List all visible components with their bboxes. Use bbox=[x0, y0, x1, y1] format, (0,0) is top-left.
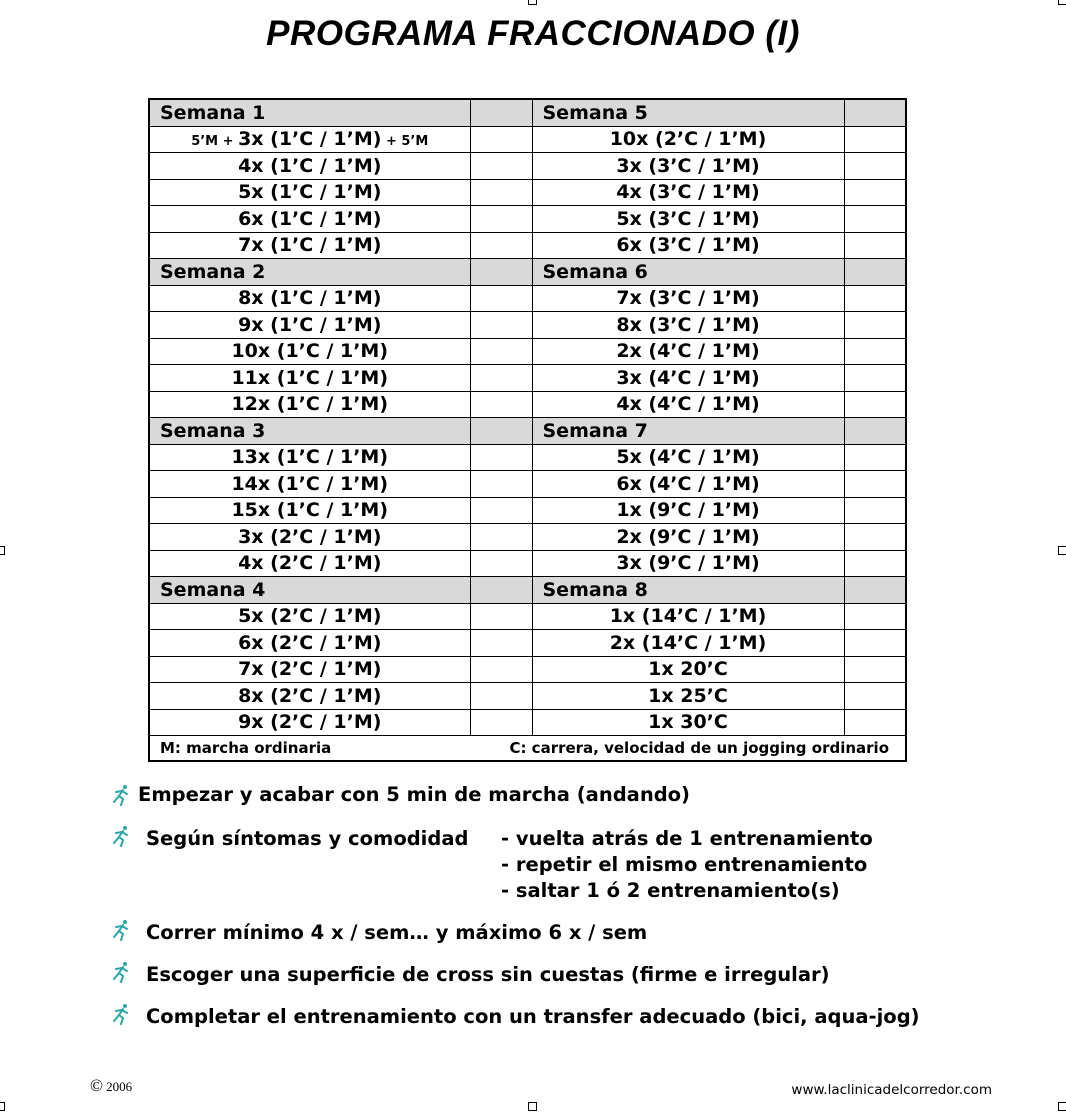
selection-handle bbox=[528, 1102, 537, 1111]
check-cell bbox=[844, 577, 906, 604]
check-cell bbox=[844, 471, 906, 498]
check-cell bbox=[844, 683, 906, 710]
session-cell: 4x (2’C / 1’M) bbox=[149, 550, 470, 577]
check-cell bbox=[470, 206, 532, 233]
legend-m: M: marcha ordinaria bbox=[160, 739, 332, 757]
check-cell bbox=[470, 630, 532, 657]
check-cell bbox=[470, 550, 532, 577]
session-cell: 7x (3’C / 1’M) bbox=[532, 285, 844, 312]
copyright bbox=[90, 1076, 132, 1096]
session-cell: 2x (14’C / 1’M) bbox=[532, 630, 844, 657]
check-cell bbox=[470, 99, 532, 126]
session-cell: 8x (3’C / 1’M) bbox=[532, 312, 844, 339]
session-row bbox=[149, 709, 906, 736]
session-cell: 4x (4’C / 1’M) bbox=[532, 391, 844, 418]
session-prefix: 5’M + bbox=[191, 134, 239, 150]
check-cell bbox=[844, 603, 906, 630]
recommendation-subitem: - saltar 1 ó 2 entrenamiento(s) bbox=[501, 879, 840, 902]
session-cell: 1x 25’C bbox=[532, 683, 844, 710]
session-cell: 3x (3’C / 1’M) bbox=[532, 153, 844, 180]
website-url: www.laclinicadelcorredor.com bbox=[791, 1082, 992, 1098]
session-cell: 6x (4’C / 1’M) bbox=[532, 471, 844, 498]
check-cell bbox=[844, 338, 906, 365]
session-cell: 2x (4’C / 1’M) bbox=[532, 338, 844, 365]
session-row bbox=[149, 656, 906, 683]
session-cell: 14x (1’C / 1’M) bbox=[149, 471, 470, 498]
runner-icon bbox=[110, 961, 132, 983]
session-cell: 8x (1’C / 1’M) bbox=[149, 285, 470, 312]
week-label: Semana 5 bbox=[532, 99, 844, 126]
selection-handle bbox=[1058, 546, 1066, 555]
check-cell bbox=[844, 497, 906, 524]
session-cell: 6x (1’C / 1’M) bbox=[149, 206, 470, 233]
session-cell: 9x (1’C / 1’M) bbox=[149, 312, 470, 339]
week-label: Semana 1 bbox=[149, 99, 470, 126]
session-row bbox=[149, 683, 906, 710]
session-cell: 1x 30’C bbox=[532, 709, 844, 736]
session-row bbox=[149, 630, 906, 657]
check-cell bbox=[470, 418, 532, 445]
recommendation-text: Completar el entrenamiento con un transfer adecuado (bici, aqua-jog) bbox=[146, 1005, 920, 1028]
selection-handle bbox=[528, 0, 537, 5]
check-cell bbox=[470, 179, 532, 206]
check-cell bbox=[844, 99, 906, 126]
session-cell: 9x (2’C / 1’M) bbox=[149, 709, 470, 736]
training-schedule-table bbox=[148, 98, 907, 762]
session-cell: 5x (4’C / 1’M) bbox=[532, 444, 844, 471]
week-label: Semana 7 bbox=[532, 418, 844, 445]
check-cell bbox=[844, 365, 906, 392]
check-cell bbox=[470, 365, 532, 392]
session-row bbox=[149, 391, 906, 418]
check-cell bbox=[844, 630, 906, 657]
legend-cell bbox=[149, 736, 906, 762]
session-row bbox=[149, 365, 906, 392]
session-row bbox=[149, 444, 906, 471]
session-row bbox=[149, 338, 906, 365]
recommendation-subitem: - repetir el mismo entrenamiento bbox=[501, 853, 868, 876]
selection-handle bbox=[1058, 0, 1066, 5]
check-cell bbox=[470, 603, 532, 630]
session-row bbox=[149, 232, 906, 259]
session-cell: 10x (1’C / 1’M) bbox=[149, 338, 470, 365]
recommendation-text: Escoger una superficie de cross sin cuestas (firme e irregular) bbox=[146, 963, 830, 986]
session-cell: 3x (2’C / 1’M) bbox=[149, 524, 470, 551]
check-cell bbox=[844, 206, 906, 233]
week-label: Semana 4 bbox=[149, 577, 470, 604]
session-cell: 1x (9’C / 1’M) bbox=[532, 497, 844, 524]
check-cell bbox=[470, 259, 532, 286]
page-title: PROGRAMA FRACCIONADO (I) bbox=[266, 14, 800, 53]
check-cell bbox=[844, 312, 906, 339]
schedule-body bbox=[149, 99, 906, 761]
check-cell bbox=[844, 126, 906, 153]
check-cell bbox=[844, 285, 906, 312]
session-cell: 11x (1’C / 1’M) bbox=[149, 365, 470, 392]
session-row bbox=[149, 126, 906, 153]
week-label: Semana 2 bbox=[149, 259, 470, 286]
week-label: Semana 3 bbox=[149, 418, 470, 445]
session-cell: 5x (2’C / 1’M) bbox=[149, 603, 470, 630]
session-row bbox=[149, 603, 906, 630]
session-cell: 1x (14’C / 1’M) bbox=[532, 603, 844, 630]
runner-icon bbox=[110, 1003, 132, 1025]
session-cell: 3x (4’C / 1’M) bbox=[532, 365, 844, 392]
session-text: 3x (1’C / 1’M) bbox=[238, 128, 382, 151]
session-cell: 15x (1’C / 1’M) bbox=[149, 497, 470, 524]
session-row bbox=[149, 524, 906, 551]
session-cell: 5x (3’C / 1’M) bbox=[532, 206, 844, 233]
session-cell: 8x (2’C / 1’M) bbox=[149, 683, 470, 710]
check-cell bbox=[470, 471, 532, 498]
check-cell bbox=[844, 418, 906, 445]
check-cell bbox=[470, 285, 532, 312]
check-cell bbox=[470, 312, 532, 339]
runner-icon bbox=[110, 919, 132, 941]
week-label: Semana 8 bbox=[532, 577, 844, 604]
copyright-symbol: © bbox=[90, 1076, 103, 1095]
check-cell bbox=[844, 391, 906, 418]
check-cell bbox=[470, 232, 532, 259]
week-header-row bbox=[149, 577, 906, 604]
check-cell bbox=[470, 497, 532, 524]
check-cell bbox=[844, 153, 906, 180]
session-cell: 12x (1’C / 1’M) bbox=[149, 391, 470, 418]
session-cell: 3x (9’C / 1’M) bbox=[532, 550, 844, 577]
session-cell bbox=[149, 126, 470, 153]
session-row bbox=[149, 285, 906, 312]
session-cell: 10x (2’C / 1’M) bbox=[532, 126, 844, 153]
session-row bbox=[149, 179, 906, 206]
session-row bbox=[149, 471, 906, 498]
check-cell bbox=[470, 338, 532, 365]
week-header-row bbox=[149, 418, 906, 445]
session-cell: 2x (9’C / 1’M) bbox=[532, 524, 844, 551]
session-row bbox=[149, 312, 906, 339]
session-cell: 7x (2’C / 1’M) bbox=[149, 656, 470, 683]
check-cell bbox=[470, 709, 532, 736]
recommendation-subitem: - vuelta atrás de 1 entrenamiento bbox=[501, 827, 873, 850]
session-cell: 4x (3’C / 1’M) bbox=[532, 179, 844, 206]
session-cell: 13x (1’C / 1’M) bbox=[149, 444, 470, 471]
session-row bbox=[149, 497, 906, 524]
recommendation-text: Empezar y acabar con 5 min de marcha (andando) bbox=[138, 783, 690, 806]
check-cell bbox=[844, 444, 906, 471]
session-row bbox=[149, 153, 906, 180]
check-cell bbox=[844, 709, 906, 736]
session-cell: 7x (1’C / 1’M) bbox=[149, 232, 470, 259]
check-cell bbox=[470, 577, 532, 604]
runner-icon bbox=[110, 784, 132, 806]
legend-row bbox=[149, 736, 906, 762]
selection-handle bbox=[1058, 1102, 1066, 1111]
check-cell bbox=[470, 153, 532, 180]
runner-icon bbox=[110, 825, 132, 847]
check-cell bbox=[844, 259, 906, 286]
legend-c: C: carrera, velocidad de un jogging ordinario bbox=[509, 739, 889, 757]
check-cell bbox=[844, 179, 906, 206]
session-row bbox=[149, 206, 906, 233]
session-row bbox=[149, 550, 906, 577]
session-cell: 4x (1’C / 1’M) bbox=[149, 153, 470, 180]
check-cell bbox=[470, 444, 532, 471]
check-cell bbox=[844, 524, 906, 551]
week-label: Semana 6 bbox=[532, 259, 844, 286]
recommendation-text: Correr mínimo 4 x / sem… y máximo 6 x / sem bbox=[146, 921, 648, 944]
session-cell: 6x (3’C / 1’M) bbox=[532, 232, 844, 259]
session-cell: 5x (1’C / 1’M) bbox=[149, 179, 470, 206]
check-cell bbox=[844, 656, 906, 683]
selection-handle bbox=[0, 546, 5, 555]
check-cell bbox=[844, 550, 906, 577]
week-header-row bbox=[149, 99, 906, 126]
check-cell bbox=[470, 683, 532, 710]
selection-handle bbox=[0, 1102, 5, 1111]
session-cell: 6x (2’C / 1’M) bbox=[149, 630, 470, 657]
check-cell bbox=[844, 232, 906, 259]
session-suffix: + 5’M bbox=[381, 134, 429, 150]
check-cell bbox=[470, 524, 532, 551]
check-cell bbox=[470, 656, 532, 683]
recommendation-text: Según síntomas y comodidad bbox=[146, 827, 469, 850]
session-cell: 1x 20’C bbox=[532, 656, 844, 683]
copyright-year: 2006 bbox=[106, 1079, 133, 1094]
check-cell bbox=[470, 391, 532, 418]
week-header-row bbox=[149, 259, 906, 286]
check-cell bbox=[470, 126, 532, 153]
